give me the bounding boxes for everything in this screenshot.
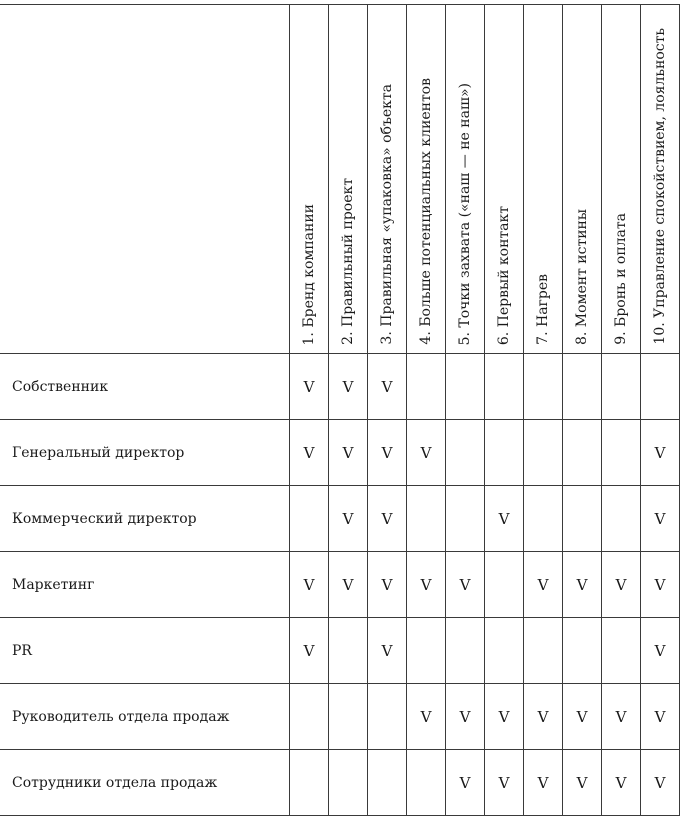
mark-cell (485, 354, 524, 420)
mark-cell: V (563, 684, 602, 750)
row-label: Руководитель отдела продаж (0, 684, 290, 750)
row-label: Собственник (0, 354, 290, 420)
column-header-2 (329, 5, 368, 354)
mark-cell (446, 420, 485, 486)
column-header-label: 10. Управление спокойствием, лояльность (652, 28, 668, 345)
row-label: Коммерческий директор (0, 486, 290, 552)
mark-cell: V (485, 750, 524, 816)
mark-cell: V (407, 420, 446, 486)
mark-cell (485, 552, 524, 618)
column-header-label: 7. Нагрев (535, 274, 551, 345)
mark-cell (407, 750, 446, 816)
header-row (0, 5, 680, 354)
mark-cell: V (446, 684, 485, 750)
mark-cell (329, 750, 368, 816)
mark-cell: V (329, 552, 368, 618)
mark-cell: V (641, 684, 680, 750)
mark-cell: V (368, 552, 407, 618)
column-header-3 (368, 5, 407, 354)
mark-cell (524, 618, 563, 684)
mark-cell: V (524, 750, 563, 816)
mark-cell (407, 618, 446, 684)
mark-cell (407, 354, 446, 420)
table-row (0, 552, 680, 618)
row-label: PR (0, 618, 290, 684)
column-header-label: 3. Правильная «упаковка» объекта (379, 84, 395, 345)
column-header-label: 8. Момент истины (574, 209, 590, 345)
mark-cell (485, 420, 524, 486)
mark-cell: V (602, 750, 641, 816)
table-row (0, 354, 680, 420)
mark-cell: V (368, 354, 407, 420)
mark-cell (602, 486, 641, 552)
mark-cell (446, 486, 485, 552)
mark-cell (290, 750, 329, 816)
mark-cell: V (290, 618, 329, 684)
table-row (0, 750, 680, 816)
mark-cell: V (563, 750, 602, 816)
column-header-label: 1. Бренд компании (301, 203, 317, 345)
mark-cell: V (407, 552, 446, 618)
column-header-label: 6. Первый контакт (496, 205, 512, 345)
mark-cell: V (446, 552, 485, 618)
mark-cell (368, 684, 407, 750)
mark-cell: V (641, 750, 680, 816)
row-label: Генеральный директор (0, 420, 290, 486)
column-header-label: 4. Больше потенциальных клиентов (418, 78, 434, 345)
row-label: Маркетинг (0, 552, 290, 618)
column-header-6 (485, 5, 524, 354)
column-header-9 (602, 5, 641, 354)
mark-cell (602, 618, 641, 684)
mark-cell: V (641, 618, 680, 684)
mark-cell (446, 618, 485, 684)
column-header-10 (641, 5, 680, 354)
mark-cell (641, 354, 680, 420)
column-header-label: 5. Точки захвата («наш — не наш») (457, 82, 473, 345)
mark-cell (602, 420, 641, 486)
mark-cell (485, 618, 524, 684)
mark-cell: V (368, 486, 407, 552)
mark-cell: V (368, 420, 407, 486)
mark-cell: V (290, 420, 329, 486)
mark-cell (563, 486, 602, 552)
mark-cell (329, 684, 368, 750)
mark-cell: V (485, 684, 524, 750)
table-row (0, 420, 680, 486)
mark-cell: V (641, 420, 680, 486)
column-header-4 (407, 5, 446, 354)
mark-cell: V (290, 552, 329, 618)
mark-cell: V (641, 552, 680, 618)
column-header-1 (290, 5, 329, 354)
mark-cell: V (602, 552, 641, 618)
mark-cell (563, 618, 602, 684)
mark-cell (407, 486, 446, 552)
table-row (0, 486, 680, 552)
mark-cell (563, 354, 602, 420)
corner-cell (0, 5, 290, 354)
table-row (0, 684, 680, 750)
mark-cell (524, 420, 563, 486)
mark-cell: V (290, 354, 329, 420)
row-label: Сотрудники отдела продаж (0, 750, 290, 816)
mark-cell (329, 618, 368, 684)
mark-cell: V (485, 486, 524, 552)
mark-cell: V (329, 420, 368, 486)
mark-cell (524, 354, 563, 420)
mark-cell: V (407, 684, 446, 750)
mark-cell (602, 354, 641, 420)
responsibility-matrix (0, 4, 680, 816)
mark-cell: V (602, 684, 641, 750)
table-row (0, 618, 680, 684)
mark-cell (563, 420, 602, 486)
mark-cell (368, 750, 407, 816)
mark-cell: V (329, 486, 368, 552)
mark-cell (446, 354, 485, 420)
column-header-8 (563, 5, 602, 354)
mark-cell (290, 684, 329, 750)
mark-cell (524, 486, 563, 552)
mark-cell: V (446, 750, 485, 816)
mark-cell (290, 486, 329, 552)
mark-cell: V (524, 684, 563, 750)
column-header-label: 9. Бронь и оплата (613, 213, 629, 345)
column-header-7 (524, 5, 563, 354)
mark-cell: V (368, 618, 407, 684)
mark-cell: V (641, 486, 680, 552)
mark-cell: V (563, 552, 602, 618)
mark-cell: V (524, 552, 563, 618)
mark-cell: V (329, 354, 368, 420)
column-header-label: 2. Правильный проект (340, 178, 356, 345)
column-header-5 (446, 5, 485, 354)
